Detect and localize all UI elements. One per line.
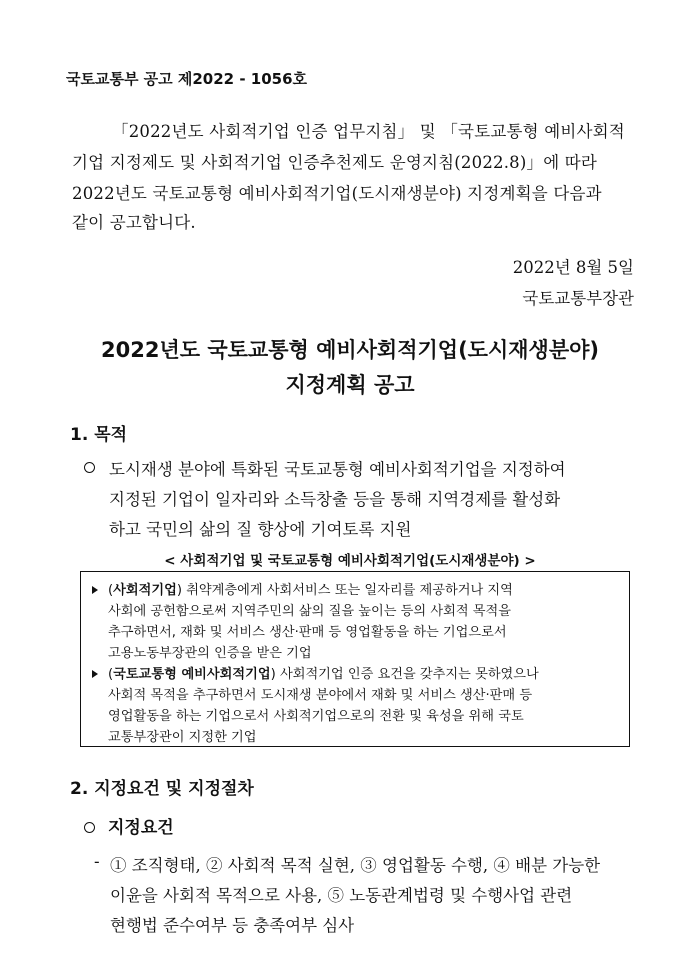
intro-line-2: 기업 지정제도 및 사회적기업 인증추천제도 운영지침(2022.8)」에 따라 (72, 153, 598, 172)
definition-2-line-4: 교통부장관이 지정한 기업 (108, 730, 257, 745)
definition-1-line-1: (사회적기업) 취약계층에게 사회서비스 또는 일자리를 제공하거나 지역 (108, 583, 513, 598)
intro-line-1: 「2022년도 사회적기업 인증 업무지침」 및 「국토교통형 예비사회적 (112, 122, 625, 141)
definition-1-term: 사회적기업 (113, 583, 177, 598)
definition-2-line-1: (국토교통형 예비사회적기업) 사회적기업 인증 요건을 갖추지는 못하였으나 (108, 667, 539, 682)
requirements-line-3: 현행법 준수여부 등 충족여부 심사 (110, 916, 355, 935)
box-caption: < 사회적기업 및 국토교통형 예비사회적기업(도시재생분야) > (164, 553, 536, 569)
definition-2-term: 국토교통형 예비사회적기업 (113, 667, 271, 682)
definition-2-line-3: 영업활동을 하는 기업으로서 사회적기업으로의 전환 및 육성을 위해 국토 (108, 709, 524, 724)
definition-2-line-2: 사회적 목적을 추구하면서 도시재생 분야에서 재화 및 서비스 생산·판매 등 (108, 688, 533, 703)
requirements-subheading: 지정요건 (108, 818, 174, 838)
triangle-bullet-icon (92, 586, 98, 594)
page-title-line-2: 지정계획 공고 (285, 373, 415, 397)
circle-bullet-icon (84, 462, 95, 473)
page-title-line-1: 2022년도 국토교통형 예비사회적기업(도시재생분야) (101, 338, 599, 362)
triangle-bullet-icon (92, 670, 98, 678)
circle-bullet-icon (84, 822, 95, 833)
purpose-line-3: 하고 국민의 삶의 질 향상에 기여토록 지원 (109, 520, 412, 539)
definition-1-line-3: 추구하면서, 재화 및 서비스 생산·판매 등 영업활동을 하는 기업으로서 (108, 625, 507, 640)
requirements-line-2: 이윤을 사회적 목적으로 사용, ⑤ 노동관계법령 및 수행사업 관련 (110, 886, 573, 905)
intro-line-4: 같이 공고합니다. (72, 213, 196, 232)
intro-line-3: 2022년도 국토교통형 예비사회적기업(도시재생분야) 지정계획을 다음과 (72, 184, 602, 203)
definition-1-line-4: 고용노동부장관의 인증을 받은 기업 (108, 646, 312, 661)
requirements-line-1: ① 조직형태, ② 사회적 목적 실현, ③ 영업활동 수행, ④ 배분 가능한 (110, 856, 601, 875)
issuer: 국토교통부장관 (522, 289, 634, 308)
definition-1-line-2: 사회에 공헌함으로써 지역주민의 삶의 질을 높이는 등의 사회적 목적을 (108, 604, 511, 619)
section-1-heading: 1. 목적 (70, 425, 128, 445)
dash-bullet: - (94, 852, 100, 871)
purpose-line-1: 도시재생 분야에 특화된 국토교통형 예비사회적기업을 지정하여 (109, 460, 566, 479)
section-2-heading: 2. 지정요건 및 지정절차 (70, 779, 254, 799)
purpose-line-2: 지정된 기업이 일자리와 소득창출 등을 통해 지역경제를 활성화 (109, 490, 561, 509)
announcement-number: 국토교통부 공고 제2022 - 1056호 (66, 70, 308, 88)
announcement-date: 2022년 8월 5일 (512, 258, 634, 277)
